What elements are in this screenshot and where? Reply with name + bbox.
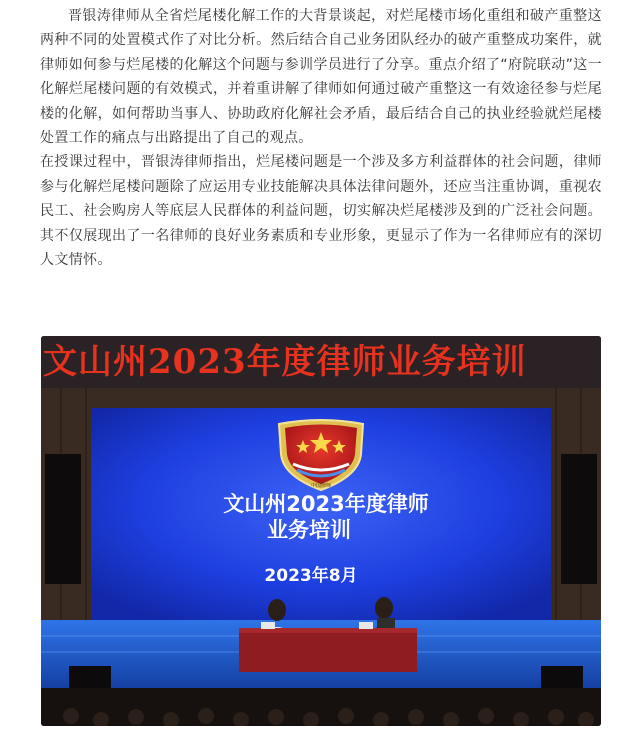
head-table — [239, 628, 417, 672]
training-photo — [41, 336, 601, 726]
banner-text: 文山州2023年度律师业务培训 — [43, 342, 527, 382]
screen-date: 2023年8月 — [264, 566, 358, 586]
screen-title-line1: 文山州2023年度律师 — [223, 492, 429, 516]
article-body — [40, 4, 602, 272]
emblem-caption: 中国律师 — [310, 483, 332, 489]
article-paragraph-2: 在授课过程中，晋银涛律师指出，烂尾楼问题是一个涉及多方利益群体的社会问题，律师参与化解烂尾楼问题除了应运用专业技能解决具体法律问题外，还应当注重协调，重视农民工、社会购房人等底层人民群体的利益问题，切实解决烂尾楼涉及到的广泛社会问题。其不仅展现出了一名律师的良好业务素质和专业形象，更显示了作为一名律师应有的深切人文情怀。 — [40, 154, 602, 269]
article-paragraph-1: 晋银涛律师从全省烂尾楼化解工作的大背景谈起，对烂尾楼市场化重组和破产重整这两种不同的处置模式作了对比分析。然后结合自己业务团队经办的破产重整成功案件，就律师如何参与烂尾楼的化解这个问题与参训学员进行了分享。重点介绍了“府院联动”这一化解烂尾楼问题的有效模式，并着重讲解了律师如何通过破产重整这一有效途径参与烂尾楼的化解，如何帮助当事人、协助政府化解社会矛盾，最后结合自己的执业经验就烂尾楼处置工作的痛点与出路提出了自己的观点。 — [40, 8, 602, 147]
screen-title-line2: 业务培训 — [267, 518, 351, 542]
